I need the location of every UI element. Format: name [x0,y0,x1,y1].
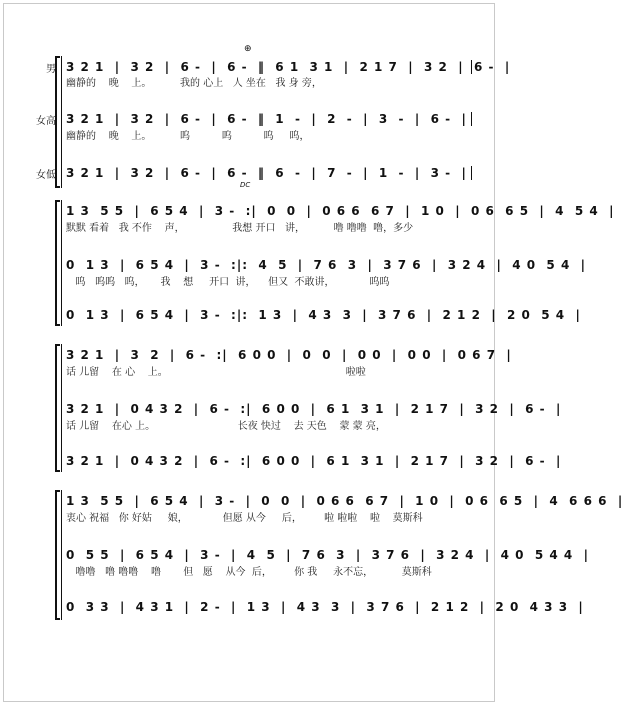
staff-soprano [0,110,500,128]
voice-label-soprano: 女高 [36,116,56,127]
staff-soprano [0,256,587,274]
end-barline [471,112,472,126]
lyrics-male: 衷心 祝福 你 好姑 娘， 但愿 从今 后， 啦 啦啦 啦 莫斯科 [66,513,423,524]
staff-soprano [0,546,589,564]
dc-marking: DC [240,181,251,189]
staff-male [0,202,615,220]
voice-label-male: 男 [46,64,56,75]
end-barline [471,166,472,180]
staff-alto [0,164,500,182]
staff-male [0,492,623,510]
notes-soprano: 3 2 1 | 0 4 3 2 | 6 - :| 6 0 0 | 6 1 3 1 | 2 1 7 | 3 2 | 6 - | [66,402,562,416]
staff-male [0,58,511,76]
notes-alto: 3 2 1 | 3 2 | 6 - | 6 - ‖ 6 - | 7 - | 1 - | 3 - | [66,166,467,180]
lyrics-soprano: 噜噜 噜 噜噜 噜 但 愿 从今 后， 你 我 永不忘， 莫斯科 [66,567,432,578]
lyrics-male: 默默 看着 我 不作 声， 我想 开口 讲， 噜 噜噜 噜，多少 [66,223,414,234]
notes-alto: 0 3 3 | 4 3 1 | 2 - | 1 3 | 4 3 3 | 3 7 6 | 2 1 2 | 2 0 4 3 3 | [66,600,584,614]
voice-label-alto: 女低 [36,170,56,181]
notes-male: 3 2 1 | 3 2 | 6 - | 6 - ‖ 6 1 3 1 | 2 1 7 | 3 2 | 6 - | [66,60,511,74]
staff-alto [0,452,562,470]
notes-soprano: 3 2 1 | 3 2 | 6 - | 6 - ‖ 1 - | 2 - | 3 - | 6 - | [66,112,467,126]
lyrics-male: 话 儿留 在 心 上。 啦啦 [66,367,366,378]
notes-soprano: 0 1 3 | 6 5 4 | 3 - :|: 4 5 | 7 6 3 | 3 7 6 | 3 2 4 | 4 0 5 4 | [66,258,587,272]
staff-soprano [0,400,562,418]
staff-alto [0,598,584,616]
notes-male: 1 3 5 5 | 6 5 4 | 3 - | 0 0 | 0 6 6 6 7 | 1 0 | 0 6 6 5 | 4 6 6 6 | [66,494,623,508]
coda-sign: ⊕ [244,44,252,54]
lyrics-soprano: 呜 呜呜 呜， 我 想 开口 讲， 但又 不敢讲， 呜呜 [66,277,390,288]
lyrics-male: 幽静的 晚 上。 我的 心上 人 坐在 我 身 旁， [66,78,322,89]
staff-alto [0,306,581,324]
staff-male [0,346,512,364]
notes-male: 1 3 5 5 | 6 5 4 | 3 - :| 0 0 | 0 6 6 6 7 | 1 0 | 0 6 6 5 | 4 5 4 | [66,204,615,218]
notes-alto: 0 1 3 | 6 5 4 | 3 - :|: 1 3 | 4 3 3 | 3 7 6 | 2 1 2 | 2 0 5 4 | [66,308,581,322]
notes-male: 3 2 1 | 3 2 | 6 - :| 6 0 0 | 0 0 | 0 0 | 0 0 | 0 6 7 | [66,348,512,362]
notes-soprano: 0 5 5 | 6 5 4 | 3 - | 4 5 | 7 6 3 | 3 7 6 | 3 2 4 | 4 0 5 4 4 | [66,548,589,562]
lyrics-soprano: 话 儿留 在心 上。 长夜 快过 去 天色 蒙 蒙 亮， [66,421,386,432]
notes-alto: 3 2 1 | 0 4 3 2 | 6 - :| 6 0 0 | 6 1 3 1 | 2 1 7 | 3 2 | 6 - | [66,454,562,468]
lyrics-soprano: 幽静的 晚 上。 呜 呜 呜 呜， [66,131,310,142]
end-barline [471,60,472,74]
